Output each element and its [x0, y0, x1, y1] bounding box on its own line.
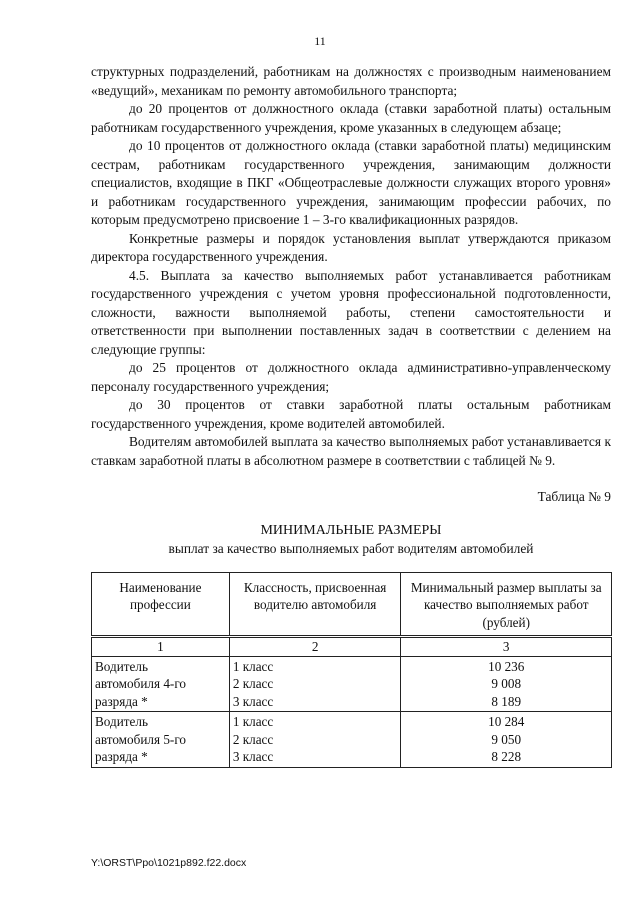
column-header-amount: Минимальный размер выплаты за качество выполняемых работ (рублей) — [401, 572, 612, 637]
column-number-row — [92, 637, 612, 657]
payment-table — [91, 572, 612, 768]
table-caption: Таблица № 9 — [537, 489, 611, 504]
paragraph: Водителям автомобилей выплата за качество выполняемых работ устанавливается к ставкам заработной платы в абсолютном размере в соответствии с таблицей № 9. — [91, 434, 611, 468]
paragraph: до 10 процентов от должностного оклада (ставки заработной платы) медицинским сестрам, работникам государственного учреждения, занимающим должности специалистов, входящие в ПКГ «Общеотраслевые должности служащих второго уровня» и работникам государственного учреждения, занимающим профессии рабочих, по которым предусмотрено присвоение 1 – 3-го квалификационных разрядов. — [91, 138, 611, 227]
column-header-class: Классность, присвоенная водителю автомобиля — [229, 572, 401, 637]
footer-file-path: Y:\ORST\Ppo\1021p892.f22.docx — [91, 857, 247, 869]
column-number: 3 — [401, 637, 612, 657]
paragraph: до 20 процентов от должностного оклада (ставки заработной платы) остальным работникам государственного учреждения, кроме указанных в следующем абзаце; — [91, 101, 611, 135]
page-number: 11 — [314, 34, 326, 48]
amount-cell: 10 284 9 050 8 228 — [401, 712, 612, 768]
paragraph: структурных подразделений, работникам на должностях с производным наименованием «ведущий», механикам по ремонту автомобильного транспорта; — [91, 64, 611, 98]
column-header-profession: Наименование профессии — [92, 572, 230, 637]
class-cell: 1 класс 2 класс 3 класс — [229, 712, 401, 768]
table-title: МИНИМАЛЬНЫЕ РАЗМЕРЫ — [260, 522, 442, 538]
paragraph: Конкретные размеры и порядок установления выплат утверждаются приказом директора государственного учреждения. — [91, 230, 611, 264]
paragraph: до 30 процентов от ставки заработной платы остальным работникам государственного учреждения, кроме водителей автомобилей. — [91, 397, 611, 431]
paragraph: 4.5. Выплата за качество выполняемых работ устанавливается работникам государственного учреждения с учетом уровня профессиональной подготовленности, сложности, важности выполняемой работы, степени самостоятельности и ответственности при выполнении поставленных задач в соответствии с делением на следующие группы: — [91, 267, 611, 357]
profession-cell: Водитель автомобиля 4-го разряда * — [92, 656, 230, 712]
table-header-row — [92, 572, 612, 637]
amount-cell: 10 236 9 008 8 189 — [401, 656, 612, 712]
class-cell: 1 класс 2 класс 3 класс — [229, 656, 401, 712]
column-number: 2 — [229, 637, 401, 657]
column-number: 1 — [92, 637, 230, 657]
table-row — [92, 712, 612, 768]
document-body — [91, 63, 611, 768]
table-row — [92, 656, 612, 712]
table-subtitle: выплат за качество выполняемых работ водителям автомобилей — [168, 541, 534, 556]
paragraph: до 25 процентов от должностного оклада административно-управленческому персоналу государственного учреждения; — [91, 360, 611, 394]
profession-cell: Водитель автомобиля 5-го разряда * — [92, 712, 230, 768]
